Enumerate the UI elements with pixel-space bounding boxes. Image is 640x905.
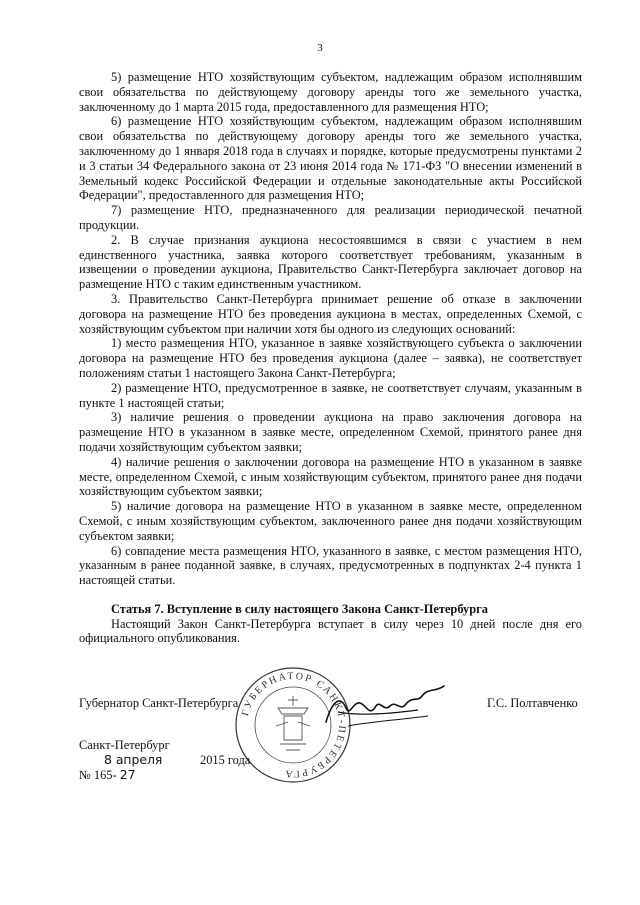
law-number-prefix: № 165- bbox=[79, 768, 117, 782]
paragraph: 6) совпадение места размещения НТО, указанного в заявке, с местом размещения НТО, указанным в ранее поданной заявке, в случаях, предусмотренных в подпунктах 2-4 пункта 1 настоящей статьи. bbox=[79, 543, 582, 588]
paragraph: 6) размещение НТО хозяйствующим субъектом, надлежащим образом исполнявшим свои обязательства по действующему договору аренды того же земельного участка, заключенному до 1 января 2018 года в случаях и порядке, которые предусмотрены пунктами 2 и 3 статьи 34 Федерального закона от 23 июня 2014 года № 171-ФЗ "О внесении изменений в Земельный кодекс Российской Федерации и отдельные законодательные акты Российской Федерации", предоставленного для размещения НТО; bbox=[79, 114, 582, 203]
governor-title: Губернатор Санкт-Петербурга bbox=[79, 696, 239, 710]
signature-block bbox=[0, 670, 640, 818]
paragraph: 3) наличие решения о проведении аукциона на право заключения договора на размещение НТО в указанном в заявке месте, определенном Схемой, принятого ранее дня подачи хозяйствующим субъектом заявки; bbox=[79, 410, 582, 454]
svg-text:ГУБЕРНАТОР САНКТ-ПЕТЕРБУРГА: ГУБЕРНАТОР САНКТ-ПЕТЕРБУРГА bbox=[239, 670, 348, 780]
signing-date: 8 апреля bbox=[104, 752, 163, 767]
paragraph: 5) наличие договора на размещение НТО в указанном в заявке месте, определенном Схемой, с иным хозяйствующим субъектом, заключенного ранее дня подачи хозяйствующим субъектом заявки; bbox=[79, 499, 582, 543]
document-body bbox=[79, 70, 582, 646]
signing-city: Санкт-Петербург bbox=[79, 738, 170, 752]
law-number bbox=[79, 767, 136, 783]
paragraph: 2. В случае признания аукциона несостоявшимся в связи с участием в нем единственного участника, заявка которого соответствует требованиям, указанным в извещении о проведении аукциона, Правительство Санкт-Петербурга заключает договор на размещение НТО с таким единственным участником. bbox=[79, 232, 582, 292]
paragraph: 4) наличие решения о заключении договора на размещение НТО в указанном в заявке месте, определенном Схемой, с иным хозяйствующим субъектом, принятого ранее дня подачи хозяйствующим субъектом заявки; bbox=[79, 454, 582, 499]
article-title: Статья 7. Вступление в силу настоящего Закона Санкт-Петербурга bbox=[111, 601, 488, 616]
governor-name: Г.С. Полтавченко bbox=[487, 696, 578, 710]
paragraph: 5) размещение НТО хозяйствующим субъектом, надлежащим образом исполнявшим свои обязательства по действующему договору аренды того же земельного участка, заключенному до 1 марта 2015 года, предоставленного для размещения НТО; bbox=[79, 70, 582, 114]
paragraph: 7) размещение НТО, предназначенного для реализации периодической печатной продукции. bbox=[79, 203, 582, 232]
article-text: Настоящий Закон Санкт-Петербурга вступает в силу через 10 дней после дня его официального опубликования. bbox=[79, 616, 582, 646]
page-number: 3 bbox=[317, 42, 323, 54]
law-number-suffix: 27 bbox=[119, 767, 136, 782]
paragraph: 3. Правительство Санкт-Петербурга принимает решение об отказе в заключении договора на размещение НТО без проведения аукциона в местах, определенных Схемой, с хозяйствующим субъектом при наличии хотя бы одного из следующих оснований: bbox=[79, 291, 582, 336]
paragraph: 1) место размещения НТО, указанное в заявке хозяйствующего субъекта о заключении договора на размещение НТО без проведения аукциона (далее – заявка), не соответствует положениям статьи 1 настоящего Закона Санкт-Петербурга; bbox=[79, 336, 582, 380]
handwritten-signature bbox=[318, 682, 448, 732]
paragraph: 2) размещение НТО, предусмотренное в заявке, не соответствует случаям, указанным в пункте 1 настоящей статьи; bbox=[79, 380, 582, 410]
signing-year: 2015 года bbox=[200, 753, 251, 767]
